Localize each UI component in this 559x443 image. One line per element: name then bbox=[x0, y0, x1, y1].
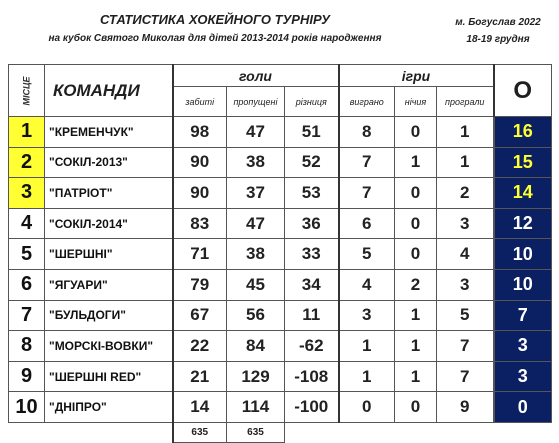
points-cell: 10 bbox=[494, 239, 552, 270]
document-title: СТАТИСТИКА ХОКЕЙНОГО ТУРНІРУ bbox=[100, 12, 330, 27]
standings-table bbox=[8, 64, 552, 443]
won-cell: 3 bbox=[339, 300, 395, 331]
points-cell: 16 bbox=[494, 117, 552, 148]
standings-rows bbox=[9, 117, 552, 423]
team-name-cell: "ПАТРІОТ" bbox=[45, 178, 173, 209]
column-header-goals-diff: різниця bbox=[285, 87, 339, 117]
draw-cell: 0 bbox=[395, 392, 437, 423]
goals-diff-cell: 53 bbox=[285, 178, 339, 209]
draw-cell: 1 bbox=[395, 147, 437, 178]
team-name-cell: "ДНІПРО" bbox=[45, 392, 173, 423]
points-cell: 14 bbox=[494, 178, 552, 209]
lost-cell: 3 bbox=[437, 208, 494, 239]
won-cell: 6 bbox=[339, 208, 395, 239]
table-row bbox=[9, 331, 552, 362]
team-name-cell: "ШЕРШНІ" bbox=[45, 239, 173, 270]
goals-for-cell: 90 bbox=[173, 178, 227, 209]
total-goals-against: 635 bbox=[227, 422, 285, 442]
draw-cell: 0 bbox=[395, 208, 437, 239]
column-header-points: О bbox=[494, 65, 552, 117]
goals-against-cell: 45 bbox=[227, 269, 285, 300]
team-name-cell: "КРЕМЕНЧУК" bbox=[45, 117, 173, 148]
goals-against-cell: 47 bbox=[227, 117, 285, 148]
won-cell: 0 bbox=[339, 392, 395, 423]
goals-for-cell: 67 bbox=[173, 300, 227, 331]
rank-cell: 2 bbox=[9, 147, 45, 178]
goals-diff-cell: 36 bbox=[285, 208, 339, 239]
draw-cell: 1 bbox=[395, 361, 437, 392]
totals-spacer bbox=[9, 422, 45, 442]
points-cell: 10 bbox=[494, 269, 552, 300]
document-subtitle: на кубок Святого Миколая для дітей 2013-2014 років народження bbox=[48, 33, 382, 44]
table-row bbox=[9, 361, 552, 392]
totals-spacer bbox=[285, 422, 339, 442]
tournament-dates: 18-19 грудня bbox=[466, 34, 530, 45]
totals-spacer bbox=[339, 422, 395, 442]
draw-cell: 0 bbox=[395, 178, 437, 209]
goals-for-cell: 79 bbox=[173, 269, 227, 300]
team-name-cell: "МОРСКІ-ВОВКИ" bbox=[45, 331, 173, 362]
column-header-draw: нічия bbox=[395, 87, 437, 117]
goals-for-cell: 98 bbox=[173, 117, 227, 148]
table-row bbox=[9, 269, 552, 300]
rank-cell: 5 bbox=[9, 239, 45, 270]
totals-spacer bbox=[437, 422, 494, 442]
goals-diff-cell: -100 bbox=[285, 392, 339, 423]
draw-cell: 2 bbox=[395, 269, 437, 300]
lost-cell: 2 bbox=[437, 178, 494, 209]
goals-diff-cell: 33 bbox=[285, 239, 339, 270]
points-cell: 3 bbox=[494, 331, 552, 362]
goals-diff-cell: 34 bbox=[285, 269, 339, 300]
rank-cell: 3 bbox=[9, 178, 45, 209]
goals-diff-cell: -62 bbox=[285, 331, 339, 362]
totals-spacer bbox=[395, 422, 437, 442]
table-row bbox=[9, 208, 552, 239]
draw-cell: 1 bbox=[395, 300, 437, 331]
column-header-lost: програли bbox=[437, 87, 494, 117]
goals-against-cell: 38 bbox=[227, 147, 285, 178]
column-header-teams: КОМАНДИ bbox=[45, 65, 173, 117]
lost-cell: 4 bbox=[437, 239, 494, 270]
lost-cell: 1 bbox=[437, 117, 494, 148]
goals-against-cell: 114 bbox=[227, 392, 285, 423]
goals-for-cell: 22 bbox=[173, 331, 227, 362]
team-name-cell: "СОКІЛ-2013" bbox=[45, 147, 173, 178]
table-row bbox=[9, 239, 552, 270]
goals-for-cell: 14 bbox=[173, 392, 227, 423]
goals-diff-cell: 11 bbox=[285, 300, 339, 331]
rank-cell: 7 bbox=[9, 300, 45, 331]
team-name-cell: "ШЕРШНІ RED" bbox=[45, 361, 173, 392]
table-row bbox=[9, 300, 552, 331]
totals-spacer bbox=[494, 422, 552, 442]
goals-against-cell: 38 bbox=[227, 239, 285, 270]
goals-diff-cell: -108 bbox=[285, 361, 339, 392]
column-header-won: виграно bbox=[339, 87, 395, 117]
column-header-goals-for: забиті bbox=[173, 87, 227, 117]
rank-cell: 10 bbox=[9, 392, 45, 423]
column-group-goals: голи bbox=[173, 65, 339, 87]
goals-against-cell: 56 bbox=[227, 300, 285, 331]
draw-cell: 0 bbox=[395, 239, 437, 270]
rank-cell: 8 bbox=[9, 331, 45, 362]
goals-diff-cell: 51 bbox=[285, 117, 339, 148]
points-cell: 12 bbox=[494, 208, 552, 239]
won-cell: 4 bbox=[339, 269, 395, 300]
tournament-place: м. Богуслав 2022 bbox=[455, 17, 541, 28]
won-cell: 8 bbox=[339, 117, 395, 148]
goals-for-cell: 90 bbox=[173, 147, 227, 178]
goals-for-cell: 21 bbox=[173, 361, 227, 392]
draw-cell: 1 bbox=[395, 331, 437, 362]
won-cell: 5 bbox=[339, 239, 395, 270]
points-cell: 3 bbox=[494, 361, 552, 392]
total-goals-for: 635 bbox=[173, 422, 227, 442]
goals-against-cell: 47 bbox=[227, 208, 285, 239]
goals-diff-cell: 52 bbox=[285, 147, 339, 178]
column-group-games: ігри bbox=[339, 65, 494, 87]
draw-cell: 0 bbox=[395, 117, 437, 148]
won-cell: 7 bbox=[339, 178, 395, 209]
column-header-place: МІСЦЕ bbox=[9, 65, 45, 117]
table-row bbox=[9, 147, 552, 178]
totals-spacer bbox=[45, 422, 173, 442]
lost-cell: 5 bbox=[437, 300, 494, 331]
goals-against-cell: 129 bbox=[227, 361, 285, 392]
table-row bbox=[9, 392, 552, 423]
points-cell: 0 bbox=[494, 392, 552, 423]
lost-cell: 9 bbox=[437, 392, 494, 423]
won-cell: 1 bbox=[339, 331, 395, 362]
table-row bbox=[9, 117, 552, 148]
team-name-cell: "БУЛЬДОГИ" bbox=[45, 300, 173, 331]
rank-cell: 6 bbox=[9, 269, 45, 300]
points-cell: 15 bbox=[494, 147, 552, 178]
won-cell: 7 bbox=[339, 147, 395, 178]
lost-cell: 3 bbox=[437, 269, 494, 300]
lost-cell: 7 bbox=[437, 361, 494, 392]
lost-cell: 1 bbox=[437, 147, 494, 178]
rank-cell: 4 bbox=[9, 208, 45, 239]
goals-against-cell: 37 bbox=[227, 178, 285, 209]
team-name-cell: "СОКІЛ-2014" bbox=[45, 208, 173, 239]
won-cell: 1 bbox=[339, 361, 395, 392]
goals-for-cell: 71 bbox=[173, 239, 227, 270]
points-cell: 7 bbox=[494, 300, 552, 331]
goals-against-cell: 84 bbox=[227, 331, 285, 362]
lost-cell: 7 bbox=[437, 331, 494, 362]
rank-cell: 9 bbox=[9, 361, 45, 392]
team-name-cell: "ЯГУАРИ" bbox=[45, 269, 173, 300]
table-row bbox=[9, 178, 552, 209]
column-header-goals-against: пропущені bbox=[227, 87, 285, 117]
rank-cell: 1 bbox=[9, 117, 45, 148]
goals-for-cell: 83 bbox=[173, 208, 227, 239]
